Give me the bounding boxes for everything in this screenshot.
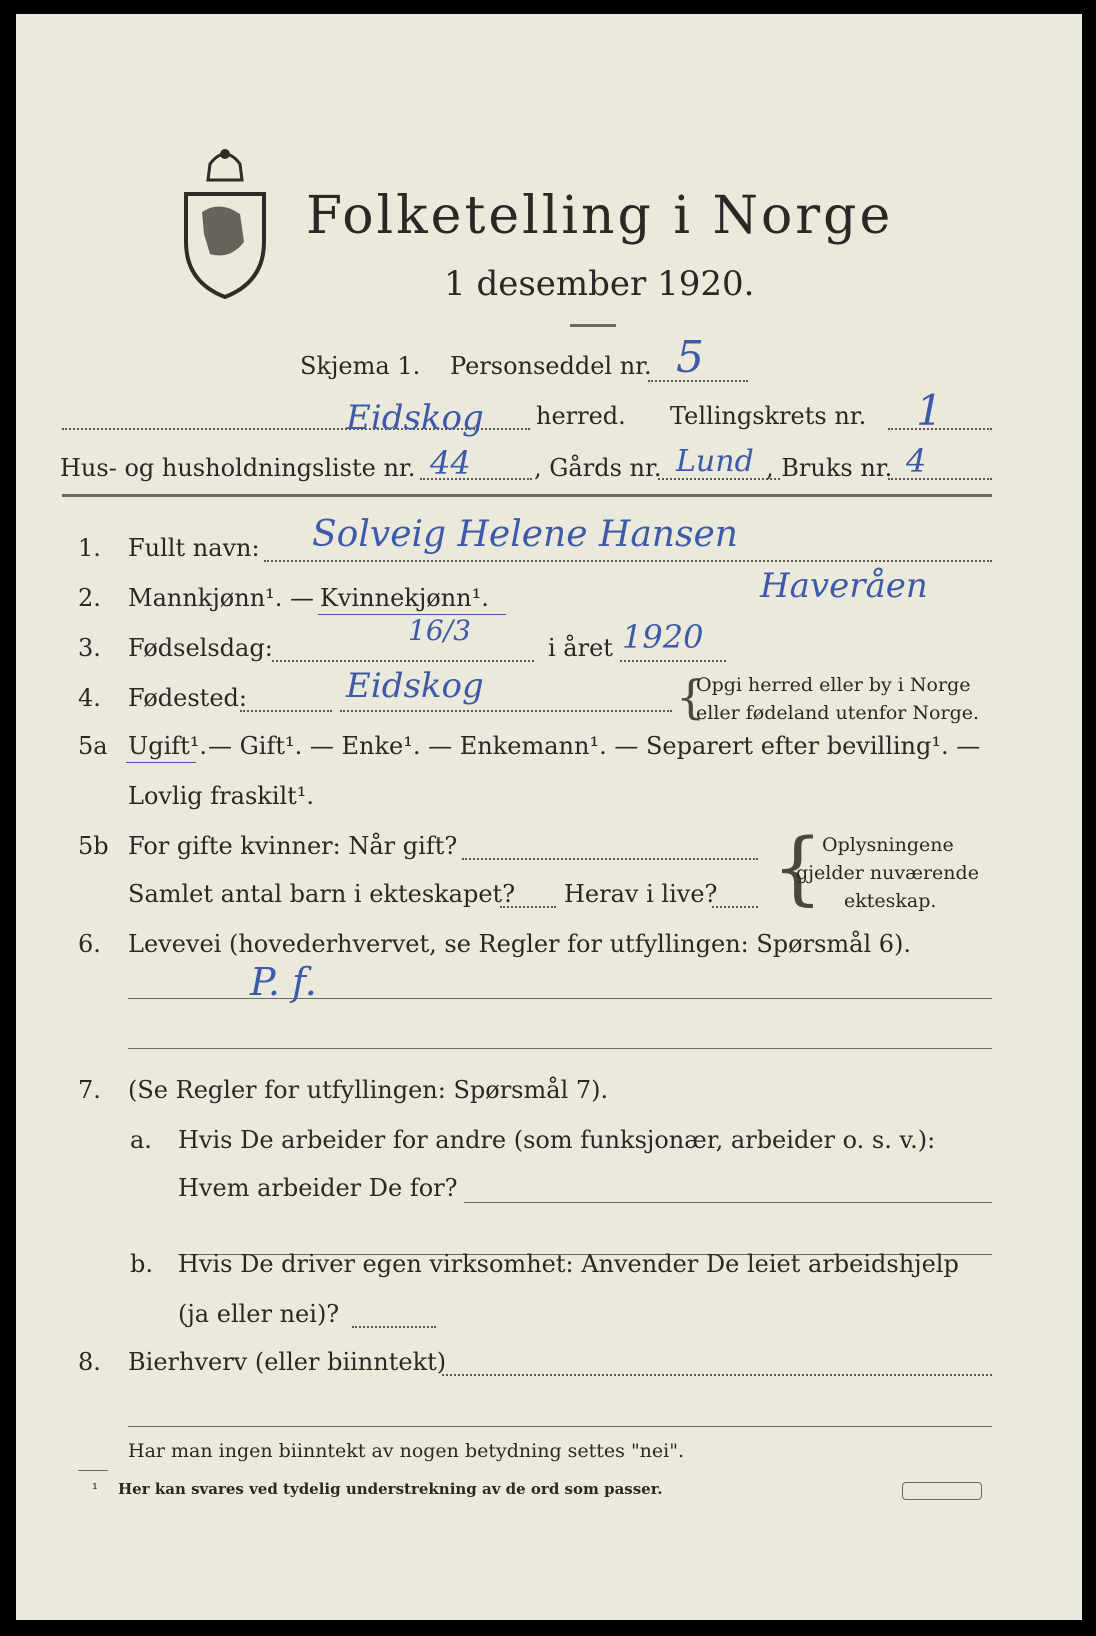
q2-male: Mannkjønn¹. — bbox=[128, 584, 315, 612]
husliste-value[interactable]: 44 bbox=[430, 444, 471, 482]
q4-note-2: eller fødeland utenfor Norge. bbox=[696, 702, 980, 724]
printer-stamp bbox=[902, 1482, 982, 1500]
coat-of-arms-icon bbox=[180, 142, 270, 302]
tellingskrets-label: Tellingskrets nr. bbox=[670, 402, 867, 430]
q6-number: 6. bbox=[78, 930, 101, 958]
q5b-line-2: Samlet antal barn i ekteskapet? bbox=[128, 880, 516, 908]
q5a-options: — Gift¹. — Enke¹. — Enkemann¹. — Separert efter bevilling¹. — bbox=[208, 732, 981, 760]
header-divider bbox=[62, 494, 992, 497]
q7b-text-2: (ja eller nei)? bbox=[178, 1300, 340, 1328]
birth-year-value[interactable]: 1920 bbox=[622, 618, 704, 656]
q7a-text-2: Hvem arbeider De for? bbox=[178, 1174, 458, 1202]
footnote-mark: ¹ bbox=[92, 1480, 99, 1498]
q3-label: Fødselsdag: bbox=[128, 634, 273, 662]
gards-label: , Gårds nr. bbox=[534, 454, 662, 482]
herred-value[interactable]: Eidskog bbox=[346, 398, 484, 438]
q7b-text: Hvis De driver egen virksomhet: Anvender De leiet arbeidshjelp bbox=[178, 1250, 959, 1278]
occupation-value[interactable]: P. f. bbox=[250, 960, 317, 1004]
full-name-value-2[interactable]: Haveråen bbox=[760, 566, 928, 606]
q7-label: (Se Regler for utfyllingen: Spørsmål 7). bbox=[128, 1076, 609, 1104]
ugift-underline bbox=[126, 762, 196, 763]
q4-note-1: Opgi herred eller by i Norge bbox=[696, 674, 971, 696]
q4-label: Fødested: bbox=[128, 684, 247, 712]
q7-number: 7. bbox=[78, 1076, 101, 1104]
q5b-number: 5b bbox=[78, 832, 109, 860]
q1-label: Fullt navn: bbox=[128, 534, 260, 562]
q5b-label: For gifte kvinner: Når gift? bbox=[128, 832, 458, 860]
q7b-letter: b. bbox=[130, 1250, 153, 1278]
birthplace-value[interactable]: Eidskog bbox=[346, 666, 484, 706]
q4-number: 4. bbox=[78, 684, 101, 712]
q5b-note-2: gjelder nuværende bbox=[796, 862, 979, 884]
herred-label: herred. bbox=[536, 402, 626, 430]
q7a-text: Hvis De arbeider for andre (som funksjonær, arbeider o. s. v.): bbox=[178, 1126, 936, 1154]
husliste-label: Hus- og husholdningsliste nr. bbox=[60, 454, 416, 482]
q5b-note-3: ekteskap. bbox=[844, 890, 937, 912]
personseddel-label: Personseddel nr. bbox=[450, 352, 652, 380]
title-divider bbox=[570, 324, 616, 327]
q5a-line-2: Lovlig fraskilt¹. bbox=[128, 782, 315, 810]
bruks-label: , Bruks nr. bbox=[766, 454, 893, 482]
bruks-value[interactable]: 4 bbox=[906, 442, 927, 480]
gards-value[interactable]: Lund bbox=[676, 444, 754, 479]
q6-label: Levevei (hovederhvervet, se Regler for utfyllingen: Spørsmål 6). bbox=[128, 930, 912, 958]
q7a-letter: a. bbox=[130, 1126, 152, 1154]
q5b-note-1: Oplysningene bbox=[822, 834, 954, 856]
tellingskrets-value[interactable]: 1 bbox=[916, 386, 943, 435]
q5a-number: 5a bbox=[78, 732, 108, 760]
q2-female: Kvinnekjønn¹. bbox=[320, 584, 489, 612]
no-income-note: Har man ingen biinntekt av nogen betydning settes "nei". bbox=[128, 1440, 685, 1462]
form-subtitle: 1 desember 1920. bbox=[444, 264, 755, 304]
q8-number: 8. bbox=[78, 1348, 101, 1376]
q3-year-label: i året bbox=[548, 634, 613, 662]
footnote-text: Her kan svares ved tydelig understrekning av de ord som passer. bbox=[118, 1480, 663, 1498]
q5b-herav: Herav i live? bbox=[564, 880, 718, 908]
q5a-unmarried: Ugift¹. bbox=[128, 732, 208, 760]
schema-label: Skjema 1. bbox=[300, 352, 421, 380]
q1-number: 1. bbox=[78, 534, 101, 562]
birthday-value[interactable]: 16/3 bbox=[408, 614, 471, 647]
full-name-value[interactable]: Solveig Helene Hansen bbox=[312, 514, 738, 555]
q8-label: Bierhverv (eller biinntekt) bbox=[128, 1348, 447, 1376]
census-form: Folketelling i Norge 1 desember 1920. Skjema 1. Personseddel nr. 5 Eidskog herred. Tellingskrets nr. 1 Hus- og husholdningsliste nr. 44 , Gårds nr. Lund , Bruks nr. 4 1. Fullt navn: Solveig Helene Hansen Haveråen 2. Mannkjønn¹. — Kvinnekjønn¹. 3. Fødselsdag: 16/3 i året 1920 4. Fødested: Eidskog { Opgi herred eller by i Norge eller fødeland utenfor Norge. 5a Ugift¹. — Gift¹. — Enke¹. — Enkemann¹. — Separert efter bevilling¹. — Lovlig fraskilt¹. 5b For gifte kvinner: Når gift? Samlet antal barn i ekteskapet? Herav i live? { Oplysningene gjelder nuværende ekteskap. 6. Levevei (hovederhvervet, se Regler for utfyllingen: Spørsmål 6). P. f. 7. (Se Regler for utfyllingen: Spørsmål 7). a. Hvis De arbeider for andre (som funksjonær, arbeider o. s. v.): Hvem arbeider De for? b. Hvis De driver egen virksomhet: Anvender De leiet arbeidshjelp (ja eller nei)? 8. Bierhverv (eller biinntekt) Har man ingen biinntekt av nogen betydning settes "nei". ¹ Her kan svares ved tydelig understrekning av de ord som passer. bbox=[16, 14, 1082, 1620]
q2-number: 2. bbox=[78, 584, 101, 612]
form-title: Folketelling i Norge bbox=[306, 186, 894, 246]
personseddel-value[interactable]: 5 bbox=[676, 332, 704, 383]
q3-number: 3. bbox=[78, 634, 101, 662]
